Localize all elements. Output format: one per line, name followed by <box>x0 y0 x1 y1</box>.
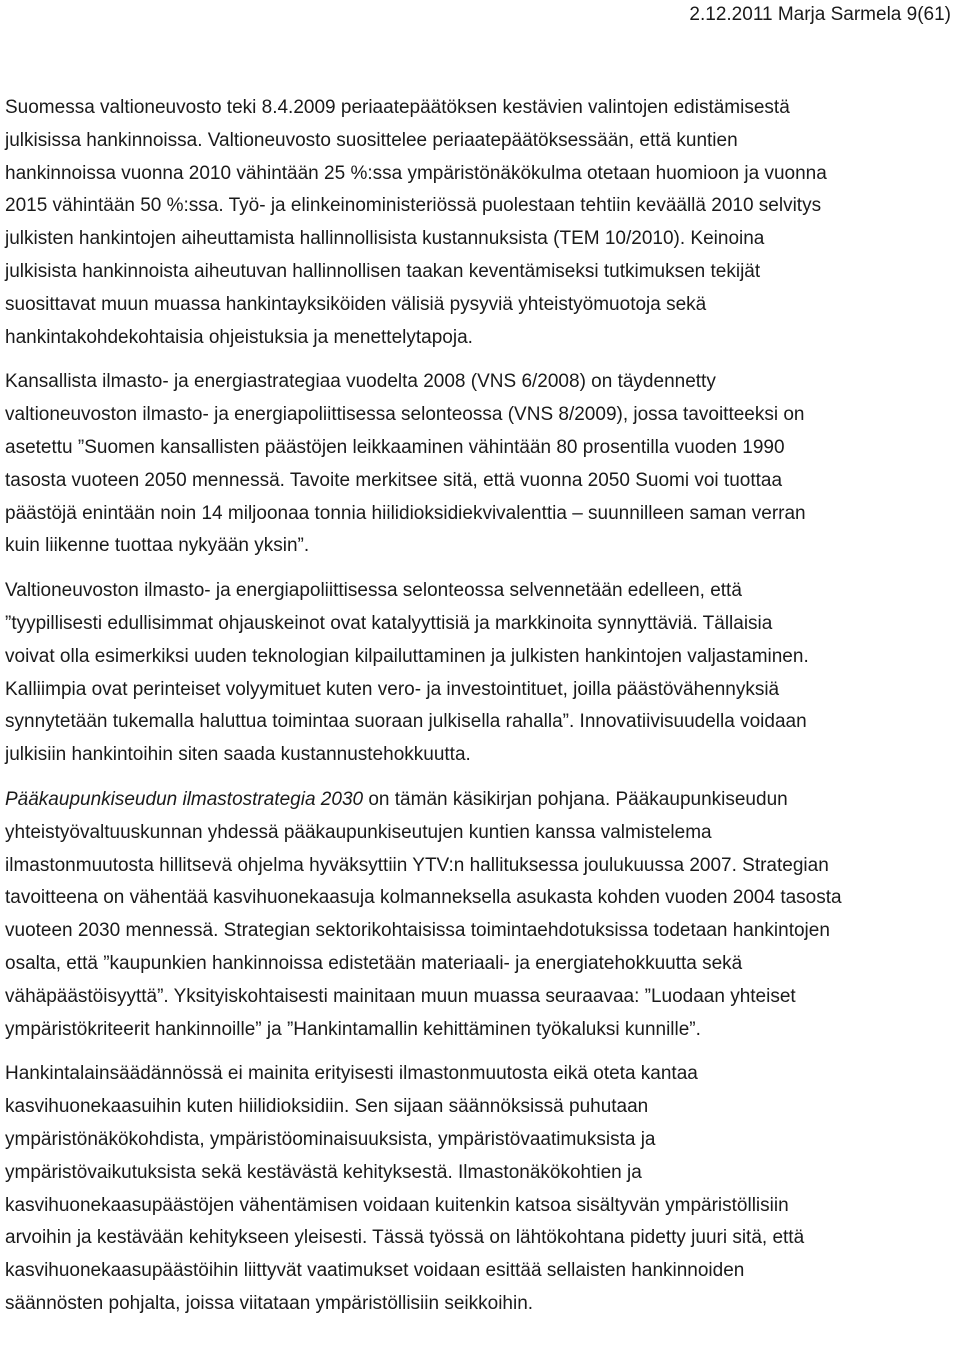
text-line: kasvihuonekaasuihin kuten hiilidioksidiin. Sen sijaan säännöksissä puhutaan <box>5 1096 649 1118</box>
paragraph-policy-instruments <box>5 575 957 772</box>
text-line: Kalliimpia ovat perinteiset volyymituet kuten vero- ja investointituet, joilla päästövähennyksiä <box>5 678 780 700</box>
page-header: 2.12.2011 Marja Sarmela 9(61) <box>689 4 951 25</box>
text-line: tasosta vuoteen 2050 mennessä. Tavoite merkitsee sitä, että vuonna 2050 Suomi voi tuottaa <box>5 469 783 491</box>
text-line: kuin liikenne tuottaa nykyään yksin”. <box>5 535 310 557</box>
text-line: voivat olla esimerkiksi uuden teknologian kilpailuttaminen ja julkisten hankintojen valjastaminen. <box>5 645 809 667</box>
text-line: hankinnoissa vuonna 2010 vähintään 25 %:ssa ympäristönäkökulma otetaan huomioon ja vuonna <box>5 162 827 184</box>
text-line: ympäristönäkökohdista, ympäristöominaisuuksista, ympäristövaatimuksista ja <box>5 1128 656 1150</box>
text-line: osalta, että ”kaupunkien hankinnoissa edistetään materiaali- ja energiatehokkuutta sekä <box>5 952 743 974</box>
text-line: yhteistyövaltuuskunnan yhdessä pääkaupunkiseutujen kuntien kanssa valmistelema <box>5 821 712 843</box>
text-line: julkisista hankinnoista aiheutuvan hallinnollisen taakan keventämiseksi tutkimuksen tekijät <box>5 260 761 282</box>
text-line: Kansallista ilmasto- ja energiastrategiaa vuodelta 2008 (VNS 6/2008) on täydennetty <box>5 371 716 393</box>
text-line: 2015 vähintään 50 %:ssa. Työ- ja elinkeinoministeriössä puolestaan tehtiin keväällä 2010 selvitys <box>5 195 822 217</box>
text-line-rest: on tämän käsikirjan pohjana. Pääkaupunkiseudun <box>363 788 788 810</box>
text-line-first <box>5 784 957 817</box>
text-line: valtioneuvoston ilmasto- ja energiapoliittisessa selonteossa (VNS 8/2009), jossa tavoitteeksi on <box>5 404 805 426</box>
text-line: ”tyypillisesti edullisimmat ohjauskeinot ovat katalyyttisiä ja markkinoita synnyttäviä. Tällaisia <box>5 612 773 634</box>
text-line: ilmastonmuutosta hillitsevä ohjelma hyväksyttiin YTV:n hallituksessa joulukuussa 2007. Strategian <box>5 854 829 876</box>
text-line: vähäpäästöisyyttä”. Yksityiskohtaisesti mainitaan muun muassa seuraavaa: ”Luodaan yhteiset <box>5 985 796 1007</box>
paragraph-procurement-legislation <box>5 1058 957 1320</box>
text-line: asetettu ”Suomen kansallisten päästöjen leikkaaminen vähintään 80 prosentilla vuoden 1990 <box>5 436 785 458</box>
paragraph-procurement-decision <box>5 92 957 354</box>
text-line: vuoteen 2030 mennessä. Strategian sektorikohtaisissa toimintaehdotuksissa todetaan hankintojen <box>5 920 830 942</box>
text-line: päästöjä enintään noin 14 miljoonaa tonnia hiilidioksidiekvivalenttia – suunnilleen saman verran <box>5 502 806 524</box>
text-line: kasvihuonekaasupäästöihin liittyvät vaatimukset voidaan esittää sellaisten hankinnoiden <box>5 1260 745 1282</box>
text-line: ympäristökriteerit hankinnoille” ja ”Hankintamallin kehittäminen työkaluksi kunnille”. <box>5 1018 701 1040</box>
strategy-title: Pääkaupunkiseudun ilmastostrategia 2030 <box>5 788 364 810</box>
text-line: säännösten pohjalta, joissa viitataan ympäristöllisiin seikkoihin. <box>5 1292 534 1314</box>
text-line: Suomessa valtioneuvosto teki 8.4.2009 periaatepäätöksen kestävien valintojen edistämisestä <box>5 97 790 118</box>
text-line: Valtioneuvoston ilmasto- ja energiapoliittisessa selonteossa selvennetään edelleen, että <box>5 580 742 602</box>
text-line: ympäristövaikutuksista sekä kestävästä kehityksestä. Ilmastonäkökohtien ja <box>5 1161 642 1183</box>
text-line: julkisiin hankintoihin siten saada kustannustehokkuutta. <box>5 744 471 766</box>
text-line: kasvihuonekaasupäästöjen vähentämisen voidaan kuitenkin katsoa sisältyvän ympäristöllisiin <box>5 1194 789 1216</box>
text-line: julkisissa hankinnoissa. Valtioneuvosto suosittelee periaatepäätöksessään, että kuntien <box>5 129 738 151</box>
text-line: suosittavat muun muassa hankintayksiköiden välisiä pysyviä yhteistyömuotoja sekä <box>5 293 707 315</box>
paragraph-climate-strategy <box>5 366 957 563</box>
text-line: synnytetään tukemalla haluttua toimintaa suoraan julkisella rahalla”. Innovatiivisuudella voidaan <box>5 711 807 733</box>
text-line: arvoihin ja kestävään kehitykseen yleisesti. Tässä työssä on lähtökohtana pidetty juuri sitä, että <box>5 1227 805 1249</box>
document-body <box>5 92 957 1333</box>
text-line: hankintakohdekohtaisia ohjeistuksia ja menettelytapoja. <box>5 326 473 348</box>
text-line: tavoitteena on vähentää kasvihuonekaasuja kolmanneksella asukasta kohden vuoden 2004 tasosta <box>5 887 842 909</box>
paragraph-capital-region-strategy <box>5 784 957 1046</box>
text-line: julkisten hankintojen aiheuttamista hallinnollisista kustannuksista (TEM 10/2010). Keinoina <box>5 228 765 250</box>
text-line: Hankintalainsäädännössä ei mainita erityisesti ilmastonmuutosta eikä oteta kantaa <box>5 1063 698 1085</box>
